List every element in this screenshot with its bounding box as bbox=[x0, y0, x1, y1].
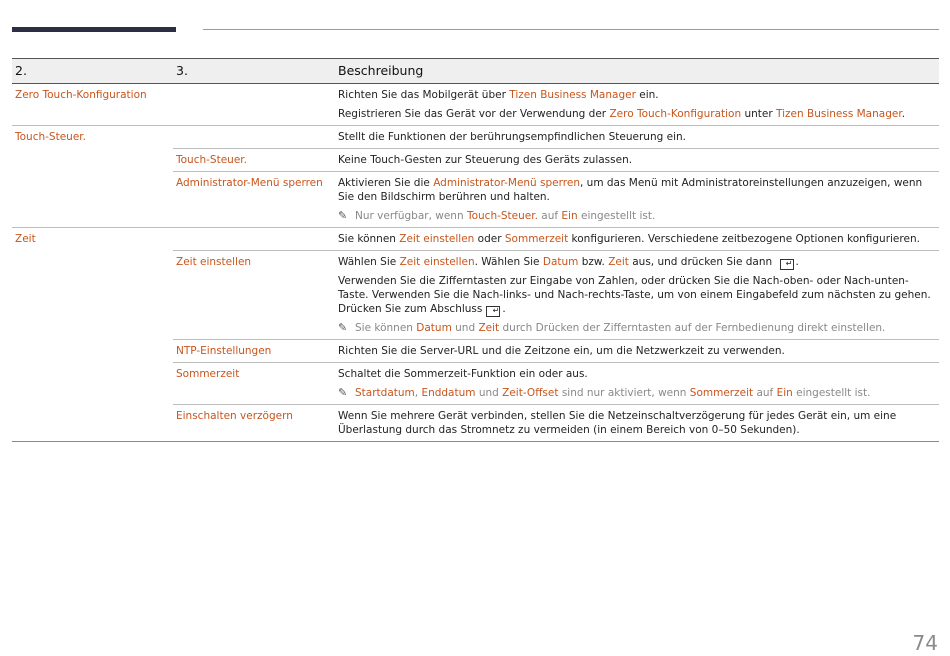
sub-label-ntp: NTP-Einstellungen bbox=[173, 340, 335, 363]
note-line: ✎ Sie können Datum und Zeit durch Drücken der Zifferntasten auf der Fernbedienung direkt einstellen. bbox=[338, 321, 886, 334]
description-line: Registrieren Sie das Gerät vor der Verwendung der Zero Touch-Konfiguration unter Tizen Business Manager. bbox=[338, 108, 906, 120]
sub-label-touch-steuer: Touch-Steuer. bbox=[173, 149, 335, 172]
table-row bbox=[12, 149, 939, 172]
table-row bbox=[12, 84, 939, 126]
settings-table bbox=[12, 58, 939, 442]
table-row bbox=[12, 172, 939, 228]
row-description: Sie können Zeit einstellen oder Sommerzeit konfigurieren. Verschiedene zeitbezogene Optionen konfigurieren. bbox=[338, 233, 920, 245]
row-description: Wenn Sie mehrere Gerät verbinden, stellen Sie die Netzeinschaltverzögerung für jedes Gerät ein, um eine Überlastung durch das Stromnetz zu vermeiden (in einem Bereich von 0–50 Sekunden). bbox=[335, 405, 939, 442]
row-label-touch-steuer: Touch-Steuer. bbox=[15, 131, 86, 143]
row-description: Richten Sie die Server-URL und die Zeitzone ein, um die Netzwerkzeit zu verwenden. bbox=[335, 340, 939, 363]
top-divider-line bbox=[203, 29, 939, 30]
enter-key-icon: ↵ bbox=[486, 306, 500, 317]
table-row bbox=[12, 405, 939, 442]
header-col-description: Beschreibung bbox=[335, 59, 939, 84]
row-label-zeit: Zeit bbox=[15, 233, 36, 245]
row-description bbox=[335, 172, 939, 228]
page-number: 74 bbox=[912, 631, 938, 655]
description-line: Verwenden Sie die Zifferntasten zur Eingabe von Zahlen, oder drücken Sie die Nach-oben- oder Nach-unten-Taste. Verwenden Sie die Nach-links- und Nach-rechts-Taste, um von einem Eingabefeld zum nächsten zu gehen. Drücken Sie zum Abschluss ↵ . bbox=[338, 275, 931, 315]
header-col-level2: 2. bbox=[12, 59, 173, 84]
description-line: Schaltet die Sommerzeit-Funktion ein oder aus. bbox=[338, 368, 588, 380]
row-description: Stellt die Funktionen der berührungsempfindlichen Steuerung ein. bbox=[338, 131, 686, 143]
table-row bbox=[12, 228, 939, 251]
description-line: Wählen Sie Zeit einstellen. Wählen Sie Datum bzw. Zeit aus, und drücken Sie dann ↵ . bbox=[338, 256, 799, 268]
table-row bbox=[12, 340, 939, 363]
pencil-icon: ✎ bbox=[338, 386, 348, 399]
table-row bbox=[12, 251, 939, 340]
note-line: ✎ Nur verfügbar, wenn Touch-Steuer. auf Ein eingestellt ist. bbox=[338, 209, 656, 222]
description-line: Richten Sie das Mobilgerät über Tizen Business Manager ein. bbox=[338, 89, 659, 101]
note-line: ✎ Startdatum, Enddatum und Zeit-Offset sind nur aktiviert, wenn Sommerzeit auf Ein eingestellt ist. bbox=[338, 386, 871, 399]
enter-key-icon: ↵ bbox=[780, 259, 794, 270]
header-col-level3: 3. bbox=[173, 59, 335, 84]
row-description: Keine Touch-Gesten zur Steuerung des Geräts zulassen. bbox=[335, 149, 939, 172]
row-description bbox=[335, 251, 939, 340]
table-row bbox=[12, 126, 939, 149]
pencil-icon: ✎ bbox=[338, 209, 348, 222]
sub-label-einschalten-verzoegern: Einschalten verzögern bbox=[173, 405, 335, 442]
table-row bbox=[12, 363, 939, 405]
table-header-row bbox=[12, 59, 939, 84]
sub-label-sommerzeit: Sommerzeit bbox=[173, 363, 335, 405]
row-description bbox=[335, 84, 939, 126]
sub-label-zeit-einstellen: Zeit einstellen bbox=[173, 251, 335, 340]
pencil-icon: ✎ bbox=[338, 321, 348, 334]
sub-label-admin-lock: Administrator-Menü sperren bbox=[173, 172, 335, 228]
description-line: Aktivieren Sie die Administrator-Menü sperren, um das Menü mit Administratoreinstellungen anzuzeigen, wenn Sie den Bildschirm berühren und halten. bbox=[338, 177, 923, 203]
top-accent-bar bbox=[12, 27, 176, 32]
row-label-zero-touch: Zero Touch-Konfiguration bbox=[12, 84, 173, 126]
row-description bbox=[335, 363, 939, 405]
